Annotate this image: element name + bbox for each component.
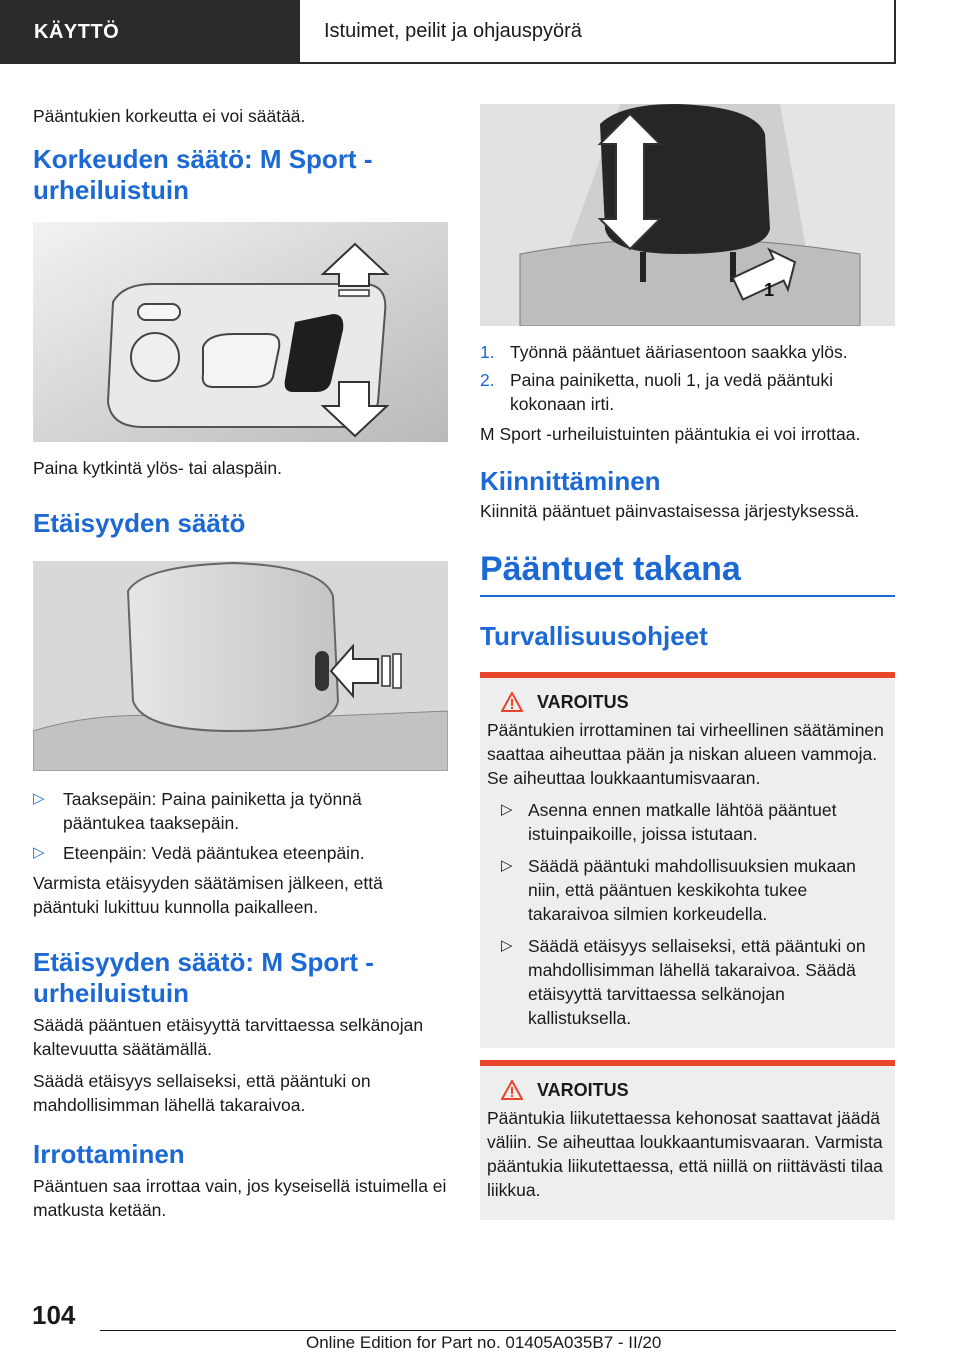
- warning-box-1: [480, 672, 895, 1048]
- height-instruction: Paina kytkintä ylös- tai alaspäin.: [33, 458, 283, 478]
- msport-text-2: Säädä etäisyys sellaiseksi, että pääntuki on mahdollisimman lähellä takaraivoa.: [33, 1071, 371, 1115]
- warning-box-2: [480, 1060, 895, 1220]
- msport-remove-text: M Sport -urheiluistuinten pääntukia ei voi irrottaa.: [480, 424, 861, 444]
- seat-switch-illustration: [33, 222, 448, 442]
- warning-title: VAROITUS: [537, 1080, 629, 1100]
- list-item: 2. Paina painiketta, nuoli 1, ja vedä pääntuki kokonaan irti.: [480, 370, 834, 414]
- right-column: [480, 90, 895, 1220]
- page-number: 104: [32, 1300, 76, 1330]
- triangle-marker-icon: ▷: [501, 937, 513, 954]
- distance-check-text: Varmista etäisyyden säätämisen jälkeen, että pääntuki lukittuu kunnolla paikalleen.: [33, 873, 383, 917]
- removal-steps: [480, 340, 895, 416]
- left-column: [33, 90, 448, 1222]
- distance-list: [33, 787, 448, 865]
- headrest-figure: [33, 561, 448, 771]
- step-number: 2.: [480, 370, 495, 390]
- list-item: ▷ Säädä etäisyys sellaiseksi, että pääntuki on mahdollisimman lähellä takaraivoa. Säädä etäisyyttä tarvittaessa selkänojan kallistuksella.: [501, 936, 866, 1028]
- remove-text: Pääntuen saa irrottaa vain, jos kyseisellä istuimella ei matkusta ketään.: [33, 1176, 447, 1220]
- attach-text: Kiinnitä pääntuet päinvastaisessa järjestyksessä.: [480, 501, 860, 521]
- intro-text: Pääntukien korkeutta ei voi säätää.: [33, 106, 306, 126]
- headrest-illustration: [33, 561, 448, 771]
- headrest-remove-illustration: [480, 104, 895, 326]
- warning-list: [487, 798, 887, 1030]
- warning-triangle-icon: [501, 692, 523, 712]
- section-tab: KÄYTTÖ: [0, 0, 300, 64]
- list-item: ▷ Taaksepäin: Paina painiketta ja työnnä pääntukea taaksepäin.: [33, 789, 362, 833]
- triangle-marker-icon: ▷: [501, 801, 513, 818]
- triangle-marker-icon: ▷: [33, 790, 45, 807]
- warning-title: VAROITUS: [537, 692, 629, 712]
- rear-headrests-heading-wrap: [480, 549, 895, 597]
- step-number: 1.: [480, 342, 495, 362]
- triangle-marker-icon: ▷: [33, 844, 45, 861]
- footer-divider: [100, 1330, 896, 1331]
- footer-edition: Online Edition for Part no. 01405A035B7 - II/20: [306, 1333, 662, 1352]
- seat-switch-figure: [33, 222, 448, 442]
- warning-text: Pääntukien irrottaminen tai virheellinen säätäminen saattaa aiheuttaa pään ja niskan alueen vammoja. Se aiheuttaa loukkaantumisvaaran.: [487, 720, 884, 788]
- heading-distance: Etäisyyden säätö: [33, 508, 246, 538]
- heading-safety: Turvallisuusohjeet: [480, 621, 708, 651]
- figure-callout-1: 1: [764, 280, 775, 300]
- warning-triangle-icon: [501, 1080, 523, 1100]
- warning-text: Pääntukia liikutettaessa kehonosat saattavat jäädä väliin. Se aiheuttaa loukkaantumisvaaran. Varmista pääntukia liikutettaessa, että niillä on riittävästi tilaa liikkua.: [487, 1108, 883, 1200]
- heading-rear-headrests: Pääntuet takana: [480, 550, 741, 588]
- list-item: ▷ Eteenpäin: Vedä pääntukea eteenpäin.: [33, 843, 365, 863]
- header-gap: [300, 0, 312, 64]
- list-item: ▷ Asenna ennen matkalle lähtöä pääntuet istuinpaikoille, joissa istutaan.: [501, 800, 837, 844]
- heading-attach: Kiinnittäminen: [480, 466, 661, 496]
- chapter-title: Istuimet, peilit ja ohjauspyörä: [312, 0, 896, 64]
- heading-remove: Irrottaminen: [33, 1139, 185, 1169]
- heading-distance-msport: Etäisyyden säätö: M Sport -urheiluistuin: [33, 947, 374, 1008]
- triangle-marker-icon: ▷: [501, 857, 513, 874]
- list-item: 1. Työnnä pääntuet ääriasentoon saakka ylös.: [480, 342, 848, 362]
- page-header: [0, 0, 960, 66]
- headrest-remove-figure: [480, 104, 895, 326]
- heading-height-msport: Korkeuden säätö: M Sport -urheiluistuin: [33, 144, 373, 205]
- msport-text-1: Säädä pääntuen etäisyyttä tarvittaessa selkänojan kaltevuutta säätämällä.: [33, 1015, 424, 1059]
- list-item: ▷ Säädä pääntuki mahdollisuuksien mukaan niin, että pääntuen keskikohta tukee takaraivoa silmien korkeudella.: [501, 856, 856, 924]
